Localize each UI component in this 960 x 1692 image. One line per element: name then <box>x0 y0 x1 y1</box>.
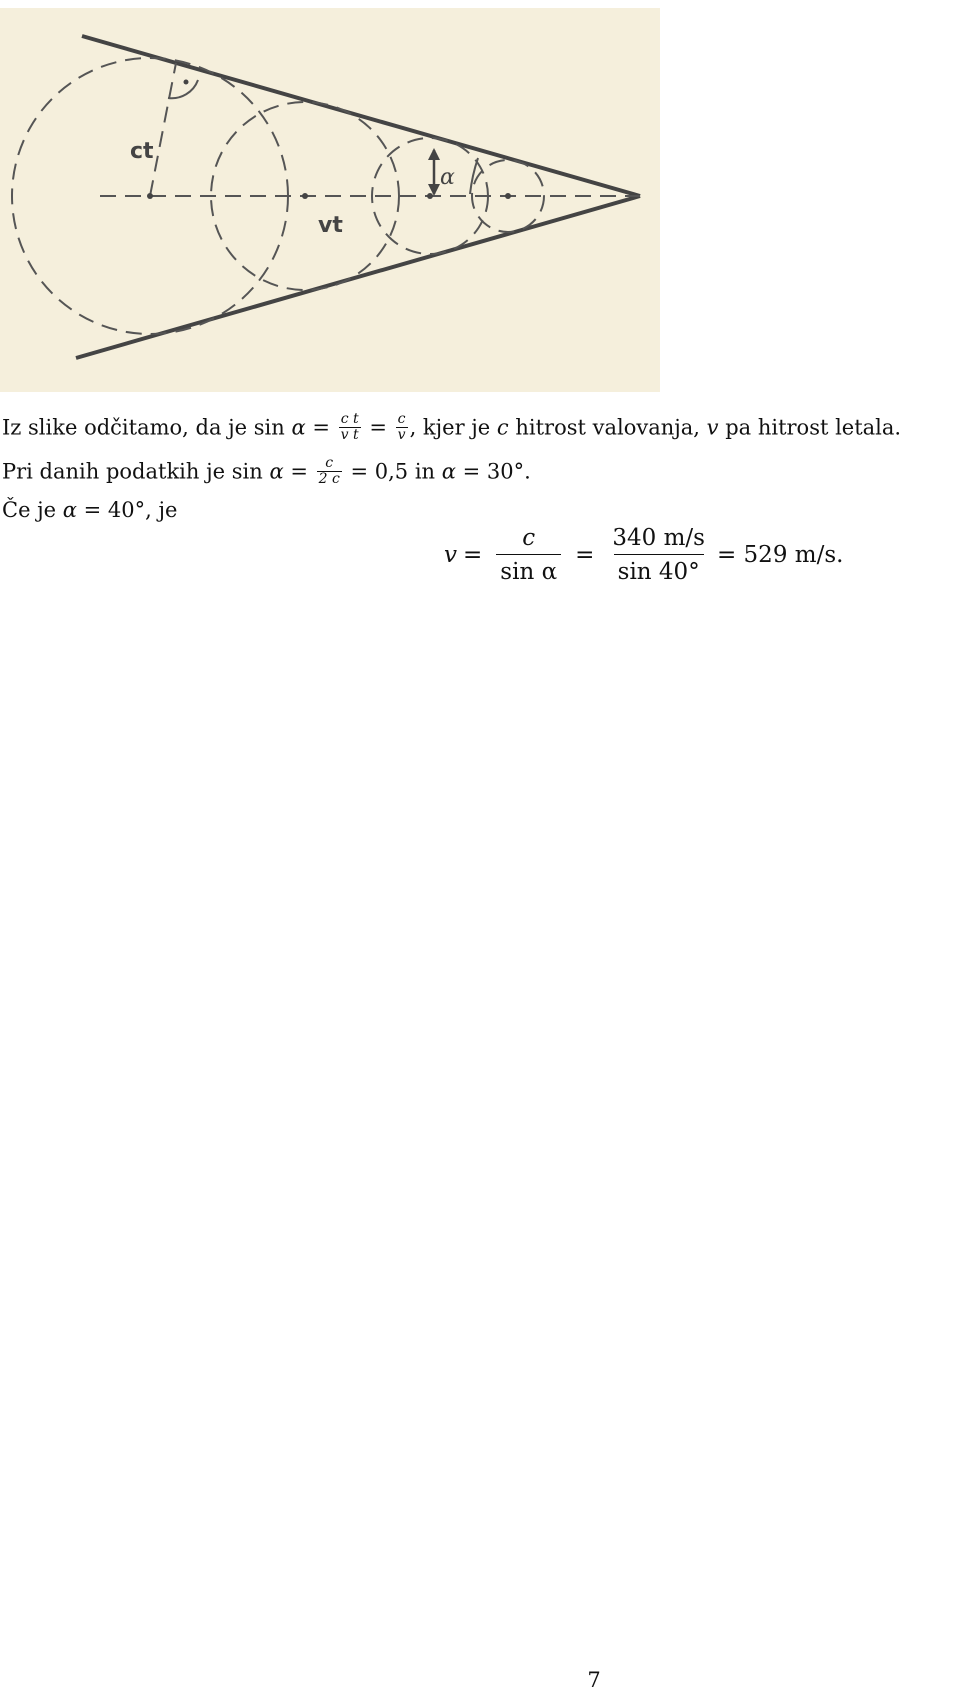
equation-v: v <box>444 542 457 568</box>
para1-mid2: hitrost valovanja, <box>508 415 707 440</box>
para1-alpha: α <box>291 415 306 440</box>
fraction-c-over-v <box>396 412 408 442</box>
source-point-1 <box>147 193 153 199</box>
para1-eq2: = <box>369 415 387 440</box>
equation-eq2: = <box>575 542 595 568</box>
paragraph-derivation <box>2 411 902 444</box>
para2-value: = 0,5 in <box>350 459 442 484</box>
para1-sin: sin <box>253 415 285 440</box>
fraction-denominator: sin α <box>496 554 561 585</box>
para2-sin: sin <box>231 459 263 484</box>
fraction-numerator: 340 m/s <box>612 525 705 552</box>
fraction-ct-over-vt <box>339 412 361 442</box>
page-number: 7 <box>587 1668 601 1692</box>
source-point-3 <box>427 193 433 199</box>
para3-alpha: α <box>62 498 77 522</box>
para1-prefix: Iz slike odčitamo, da je <box>2 415 254 440</box>
para2-prefix: Pri danih podatkih je <box>2 459 232 484</box>
para1-eq1: = <box>312 415 330 440</box>
equation-eq1: = <box>463 542 483 568</box>
para1-suffix: pa hitrost letala. <box>718 415 902 440</box>
source-point-2 <box>302 193 308 199</box>
display-equation <box>444 522 843 588</box>
fraction-denominator: 2 c <box>318 470 340 487</box>
para2-alpha: α <box>269 459 284 484</box>
fraction-denominator: v t <box>340 426 359 443</box>
fraction-numerator: c <box>325 455 334 471</box>
fraction-numerator: c t <box>340 411 359 427</box>
fraction-c-over-2c <box>317 456 342 486</box>
equation-result: = 529 m/s. <box>716 542 844 568</box>
fraction-340-over-sin40 <box>608 525 709 585</box>
fraction-numerator: c <box>522 525 536 552</box>
para1-mid: , kjer je <box>409 415 497 440</box>
label-alpha: α <box>440 165 455 190</box>
mach-cone-figure <box>0 8 660 392</box>
fraction-denominator: sin 40° <box>614 554 704 585</box>
para3-rest: = 40°, je <box>76 498 178 522</box>
paragraph-case-40 <box>2 500 177 521</box>
para2-result: = 30°. <box>455 459 531 484</box>
para2-alpha2: α <box>441 459 456 484</box>
label-vt: vt <box>318 213 343 238</box>
fraction-c-over-sin-alpha <box>496 525 561 585</box>
mach-cone-diagram <box>0 8 660 392</box>
source-point-4 <box>505 193 511 199</box>
fraction-numerator: c <box>397 411 406 427</box>
para1-v: v <box>706 415 719 440</box>
para2-eq: = <box>290 459 308 484</box>
fraction-denominator: v <box>397 426 406 443</box>
paragraph-given-data <box>2 455 531 488</box>
figure-background <box>0 8 660 392</box>
para1-c: c <box>496 415 509 440</box>
para3-text: Če je <box>2 498 63 522</box>
label-ct: ct <box>130 139 154 164</box>
right-angle-dot <box>184 80 189 85</box>
